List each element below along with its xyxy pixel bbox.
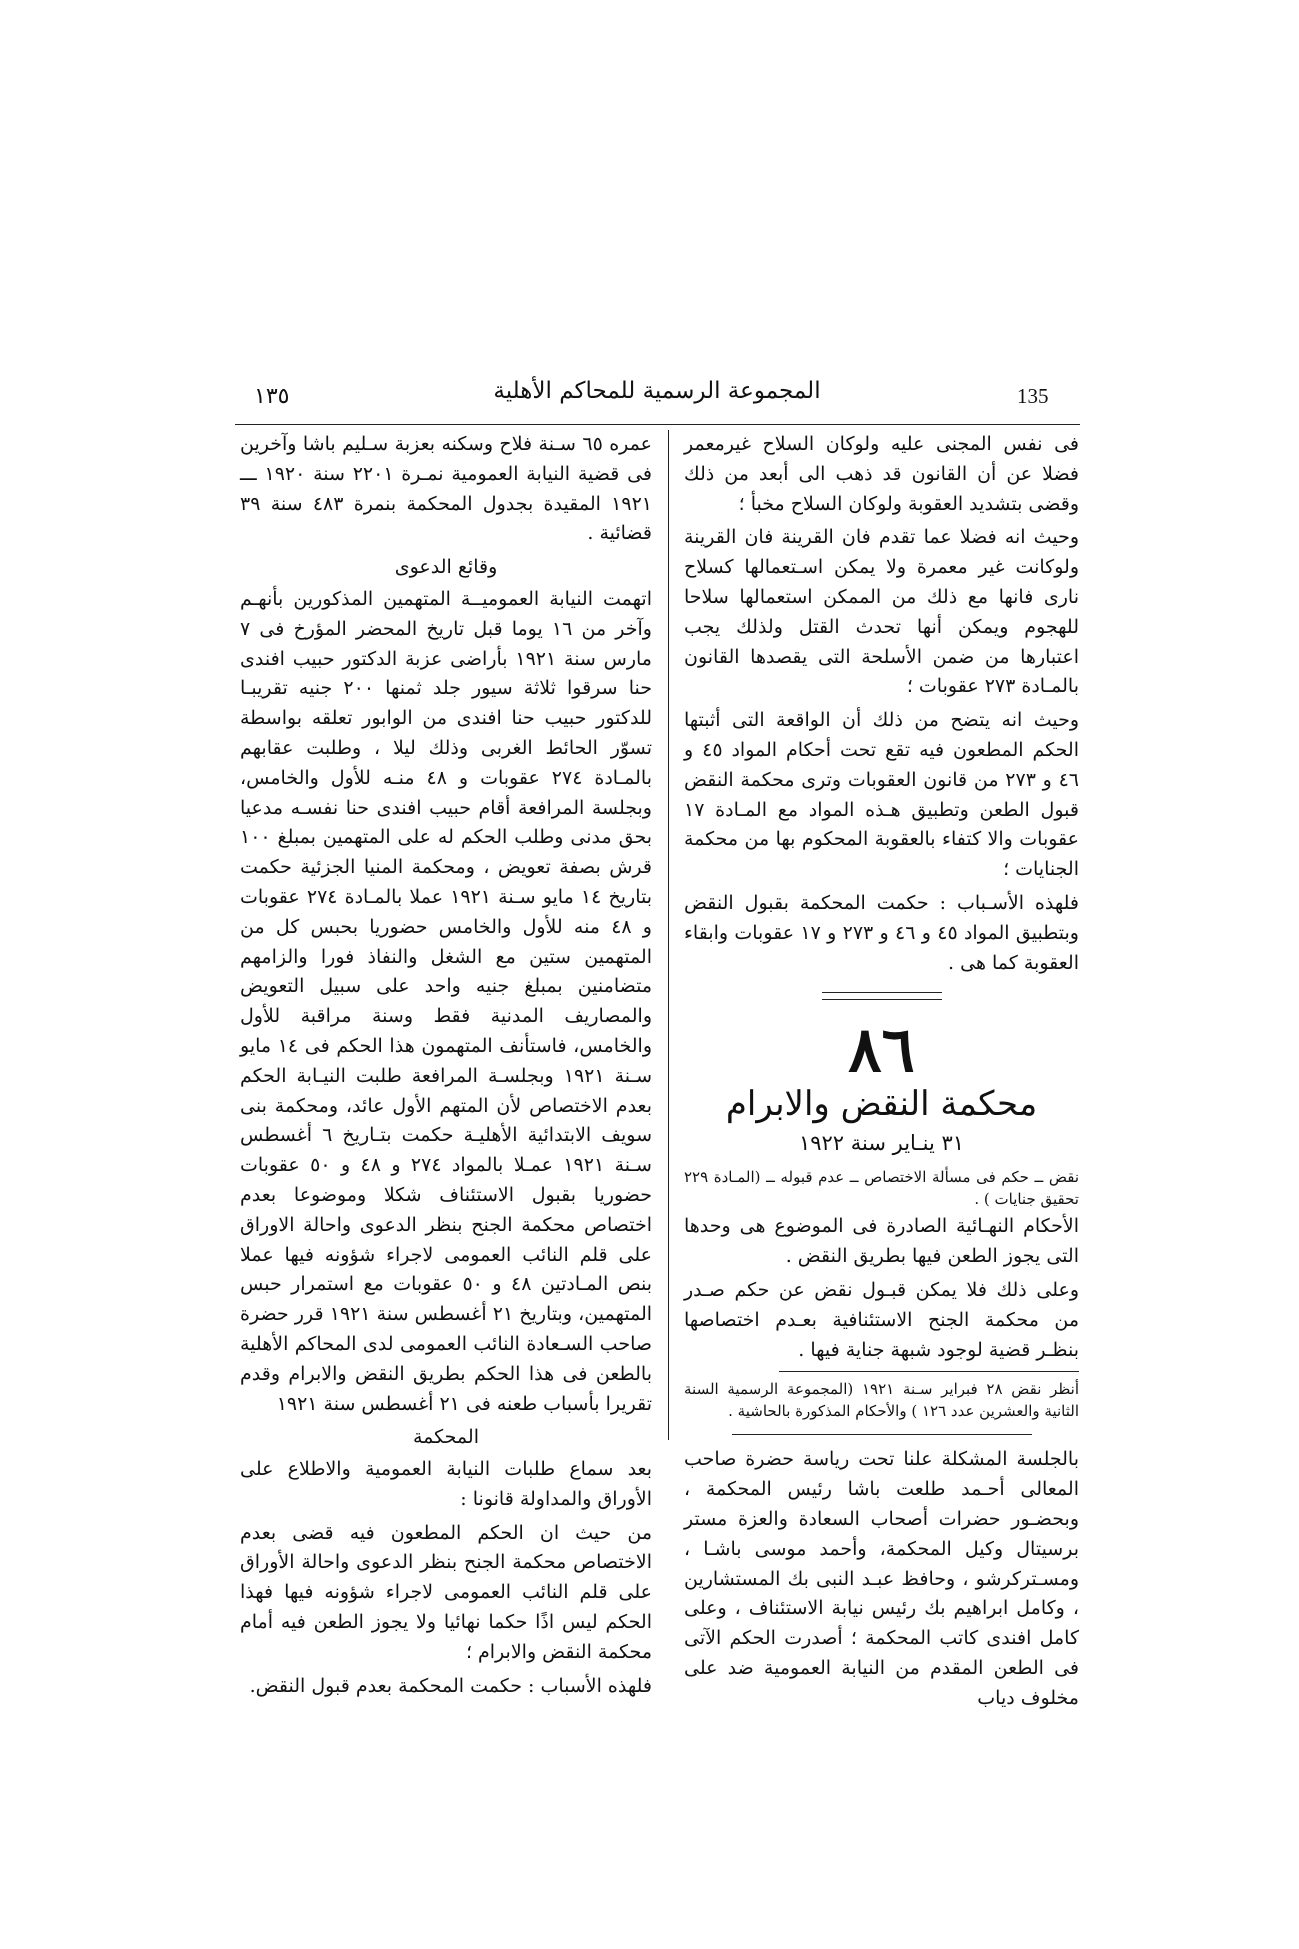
legal-principle: الأحكام النهـائية الصادرة فى الموضوع هى وحدها التى يجوز الطعن فيها بطريق النقض .: [684, 1215, 1079, 1268]
section-separator: [822, 992, 942, 1000]
right-column: [684, 430, 1079, 1718]
paragraph: وحيث انه يتضح من ذلك أن الواقعة التى أثبتها الحكم المطعون فيه تقع تحت أحكام المواد ٤٥ و ٤٦ و ٢٧٣ من قانون العقوبات وترى محكمة النقض قبول الطعن وتطبيق هـذه المواد مع المـادة ١٧ عقوبات والا كتفاء بالعقوبة المحكوم بها من محكمة الجنايات ؛: [684, 709, 1079, 881]
court-heading: المحكمة: [413, 1426, 479, 1449]
footnote: أنظر نقض ٢٨ فبراير سـنة ١٩٢١ (المجموعة الرسمية السنة الثانية والعشرين عدد ١٢٦ ) والأحكام المذكورة بالحاشية .: [684, 1380, 1080, 1421]
column-divider: [668, 430, 669, 1440]
paragraph: فلهذه الأسـباب : حكمت المحكمة بقبول النقض وبتطبيق المواد ٤٥ و ٤٦ و ٢٧٣ و ١٧ عقوبات وابقاء العقوبة كما هى .: [684, 891, 1079, 974]
case-number: ٨٦: [848, 1013, 915, 1087]
paragraph: بعد سماع طلبات النيابة العمومية والاطلاع على الأوراق والمداولة قانونا :: [240, 1458, 652, 1510]
page-number-latin: 135: [1017, 384, 1049, 408]
facts-heading: وقائع الدعوى: [394, 556, 498, 579]
legal-principle: وعلى ذلك فلا يمكن قبـول نقض عن حكم صـدر من محكمة الجنح الاستئنافية بعـدم اختصاصها بنظـر قضية لوجود شبهة جناية فيها .: [684, 1278, 1079, 1361]
publication-title: المجموعة الرسمية للمحاكم الأهلية: [493, 378, 821, 404]
left-column: [240, 430, 652, 1705]
court-name: محكمة النقض والابرام: [725, 1084, 1038, 1125]
section-rule: [732, 1434, 1032, 1435]
case-date: ٣١ ينـاير سنة ١٩٢٢: [798, 1131, 965, 1156]
verdict-paragraph: فلهذه الأسباب : حكمت المحكمة بعدم قبول النقض.: [249, 1674, 652, 1697]
reasoning-paragraph: من حيث ان الحكم المطعون فيه قضى بعدم الاختصاص محكمة الجنح بنظر الدعوى واحالة الأوراق على قلم النائب العمومى لاجراء شؤونه فيها فهذا الحكم ليس اذًا حكما نهائيا ولا يجوز الطعن فيه أمام محكمة النقض والابرام ؛: [240, 1521, 652, 1663]
facts-paragraph: اتهمت النيابة العموميــة المتهمين المذكورين بأنهـم وآخر من ١٦ يوما قبل تاريخ المحضر المؤرخ فى ٧ مارس سنة ١٩٢١ بأراضى عزبة الدكتور حبيب افندى حنا سرقوا ثلاثة سيور جلد ثمنها ٢٠٠ جنيه تقريبـا للدكتور حبيب حنا افندى من الوابور تعلقه بواسطة تسوّر الحائط الغربى وذلك ليلا ، وطلبت عقابهم بالمـادة ٢٧٤ عقوبات و ٤٨ منـه للأول والخامس، وبجلسة المرافعة أقام حبيب افندى حنا نفسـه مدعيا بحق مدنى وطلب الحكم له على المتهمين بمبلغ ١٠٠ قرش بصفة تعويض ، ومحكمة المنيا الجزئية حكمت بتاريخ ١٤ مايو سـنة ١٩٢١ عملا بالمـادة ٢٧٤ عقوبات و ٤٨ منه للأول والخامس حضوريا بحبس كل من المتهمين ستين مع الشغل والنفاذ فورا والزامهم متضامنين بمبلغ جنيه واحد على سبيل التعويض والمصاريف المدنية فقط وسنة مراقبة للأول والخامس، فاستأنف المتهمون هذا الحكم فى ١٤ مايو سـنة ١٩٢١ وبجلسـة المرافعة طلبت النيـابة الحكم بعدم الاختصاص لأن المتهم الأول عائد، ومحكمة بنى سويف الابتدائية الأهليـة حكمت بتـاريخ ٦ أغسطس سـنة ١٩٢١ عمـلا بالمواد ٢٧٤ و ٤٨ و ٥٠ عقوبات حضوريا بقبول الاستئناف شكلا وموضوعا بعدم اختصاص محكمة الجنح بنظر الدعوى واحالة الاوراق على قلم النائب العمومى لاجراء شؤونه فيها عملا بنص المـادتين ٤٨ و ٥٠ عقوبات مع استمرار حبس المتهمين، وبتاريخ ٢١ أغسطس سنة ١٩٢١ قرر حضرة صاحب السـعادة النائب العمومى لدى المحاكم الأهلية بالطعن فى هذا الحكم بطريق النقض والابرام وقدم تقريرا بأسباب طعنه فى ٢١ أغسطس سنة ١٩٢١: [240, 587, 653, 1415]
page-header: [232, 378, 1082, 422]
session-paragraph: بالجلسة المشكلة علنا تحت رياسة حضرة صاحب المعالى أحـمد طلعت باشا رئيس المحكمة ، وبحضـور حضرات أصحاب السعادة والعزة مستر برسيتال وكيل المحكمة، وأحمد موسى باشـا ، ومسـتركرشو ، وحافظ عبـد النبى بك المستشارين ، وكامل ابراهيم بك رئيس نيابة الاستئناف ، وعلى كامل افندى كاتب المحكمة ؛ أصدرت الحكم الآتى فى الطعن المقدم من النيابة العمومية ضد على مخلوف دياب: [684, 1448, 1079, 1709]
footnote-rule: [779, 1371, 1079, 1372]
case-summary: نقض ــ حكم فى مسألة الاختصاص ــ عدم قبوله ــ (المـادة ٢٢٩ تحقيق جنايات ) .: [684, 1168, 1079, 1209]
paragraph: وحيث انه فضلا عما تقدم فان القرينة فان القرينة ولوكانت غير معمرة ولا يمكن اسـتعمالها كسلاح نارى فانها مع ذلك من الممكن استعمالها سلاحا للهجوم ويمكن أنها تحدث القتل ولذلك يجب اعتبارها من ضمن الأسلحة التى يقصدها القانون بالمـادة ٢٧٣ عقوبات ؛: [684, 526, 1079, 698]
header-rule: [235, 424, 1080, 425]
page-number-arabic: ١٣٥: [254, 384, 290, 409]
paragraph: عمره ٦٥ سـنة فلاح وسكنه بعزبة سـليم باشا وآخرين فى قضية النيابة العمومية نمـرة ٢٢٠١ سنة ١٩٢٠ ـــ ١٩٢١ المقيدة بجدول المحكمة بنمرة ٤٨٣ سنة ٣٩ قضائية .: [240, 433, 652, 545]
paragraph: فى نفس المجنى عليه ولوكان السلاح غيرمعمر فضلا عن أن القانون قد ذهب الى أبعد من ذلك وقضى بتشديد العقوبة ولوكان السلاح مخبأ ؛: [684, 433, 1079, 515]
